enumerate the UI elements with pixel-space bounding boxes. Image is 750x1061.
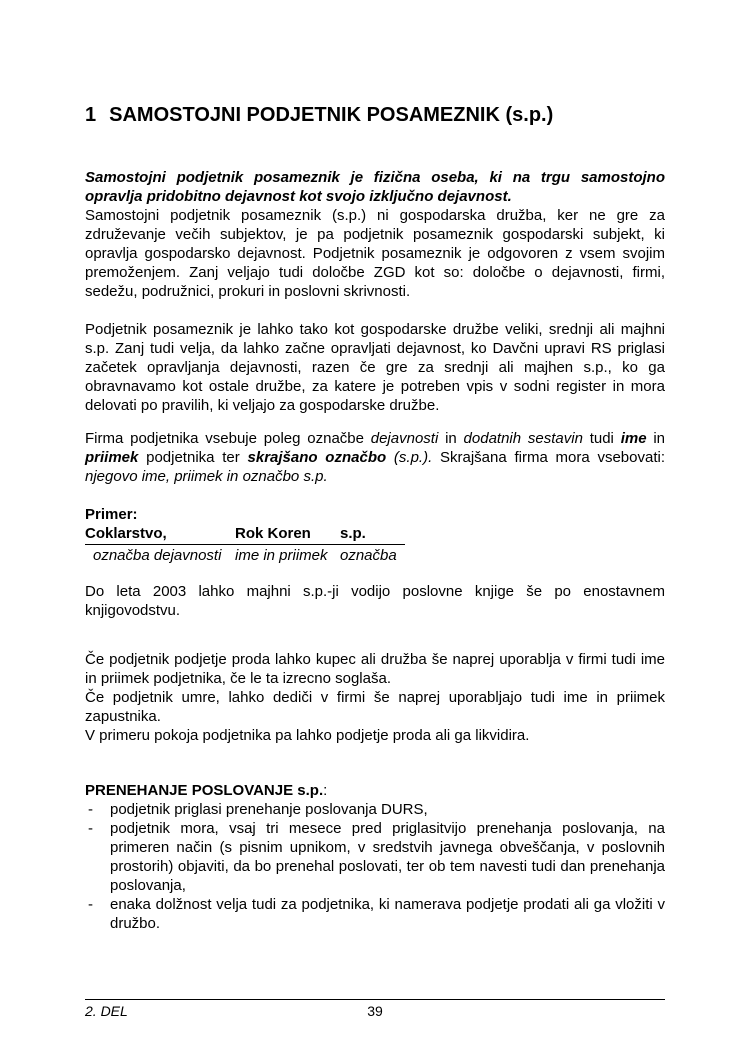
example-abbrev-label: označba bbox=[340, 547, 397, 564]
firm-run-1: Firma podjetnika vsebuje poleg označbe bbox=[85, 430, 371, 447]
example-activity-label: označba dejavnosti bbox=[93, 547, 222, 564]
termination-list bbox=[85, 800, 665, 933]
example-activity-value: Coklarstvo, bbox=[85, 525, 167, 542]
firm-run-4: dodatnih sestavin bbox=[463, 430, 583, 447]
firm-run-8: priimek bbox=[85, 449, 139, 466]
list-item bbox=[85, 819, 665, 895]
list-item-text: podjetnik mora, vsaj tri mesece pred priglasitvijo prenehanja poslovanja, na primeren način (s pisnim upnikom, v sredstvih javnega obveščanja, v poslovnih prostorih) objaviti, da bo prenehal poslovati, ter ob tem navesti tudi dan prenehanja poslovanja, bbox=[110, 820, 665, 894]
chapter-heading bbox=[85, 0, 665, 128]
chapter-title: SAMOSTOJNI PODJETNIK POSAMEZNIK (s.p.) bbox=[109, 104, 554, 126]
firm-run-13: njegovo ime, priimek in označbo s.p. bbox=[85, 468, 328, 485]
example-name-label: ime in priimek bbox=[235, 547, 328, 564]
example-label: Primer: bbox=[85, 506, 138, 523]
page-footer bbox=[85, 999, 665, 1020]
firm-run-3: in bbox=[438, 430, 464, 447]
example-values-row bbox=[85, 524, 405, 545]
section-heading bbox=[85, 781, 665, 800]
paragraph-size: Podjetnik posameznik je lahko tako kot gospodarske družbe veliki, srednji ali majhni s.p. Zanj tudi velja, da lahko začne opravljati dejavnost, ko Davčni upravi RS priglasi začetek opravljanja dejavnosti, razen če gre za srednji ali majhen s.p., ko ga obravnavamo kot ostale družbe, za katere je potreben vpis v sodni register in mora delovati po pravilih, ki veljajo za gospodarske družbe. bbox=[85, 321, 665, 414]
paragraph-sale-3: V primeru pokoja podjetnika pa lahko podjetje proda ali ga likvidira. bbox=[85, 727, 530, 744]
paragraph-definition: Samostojni podjetnik posameznik (s.p.) ni gospodarska družba, ker ne gre za združevanje večih subjektov, je pa podjetnik posameznik gospodarski subjekt, ki opravlja gospodarsko dejavnost. Podjetnik posameznik je odgovoren z vsem svojim premoženjem. Zanj veljajo tudi določbe ZGD kot so: določbe o dejavnosti, firmi, sedežu, podružnici, prokuri in poslovni skrivnosti. bbox=[85, 207, 665, 300]
footer-page-number: 39 bbox=[367, 1003, 383, 1019]
list-item bbox=[85, 800, 665, 819]
firm-run-11: (s.p.). bbox=[386, 449, 433, 466]
paragraph-books: Do leta 2003 lahko majhni s.p.-ji vodijo poslovne knjige še po enostavnem knjigovodstvu. bbox=[85, 583, 665, 619]
firm-run-9: podjetnika ter bbox=[138, 449, 248, 466]
example-name-value: Rok Koren bbox=[235, 525, 311, 542]
chapter-number: 1 bbox=[85, 104, 97, 126]
example-table bbox=[85, 524, 405, 565]
section-heading-bold: PRENEHANJE POSLOVANJE s.p. bbox=[85, 782, 324, 799]
paragraph-sale-1: Če podjetnik podjetje proda lahko kupec ali družba še naprej uporablja v firmi tudi ime in priimek podjetnika, če le ta izrecno soglaša. bbox=[85, 651, 665, 687]
dash-bullet: - bbox=[88, 801, 93, 818]
example-abbrev-value: s.p. bbox=[340, 525, 366, 542]
firm-run-5: tudi bbox=[582, 430, 621, 447]
paragraph-sale-2: Če podjetnik umre, lahko dediči v firmi še naprej uporabljajo tudi ime in priimek zapustnika. bbox=[85, 689, 665, 725]
firm-run-12: Skrajšana firma mora vsebovati: bbox=[432, 449, 665, 466]
paragraph-sale-block bbox=[85, 650, 665, 745]
list-item-text: enaka dolžnost velja tudi za podjetnika, ki namerava podjetje prodati ali ga vložiti v družbo. bbox=[110, 896, 665, 932]
dash-bullet: - bbox=[88, 896, 93, 913]
footer-section-label: 2. DEL bbox=[85, 1003, 128, 1019]
firm-run-6: ime bbox=[620, 430, 647, 447]
list-item bbox=[85, 895, 665, 933]
section-heading-colon: : bbox=[323, 782, 328, 799]
example-labels-row bbox=[85, 545, 405, 565]
list-item-text: podjetnik priglasi prenehanje poslovanja DURS, bbox=[110, 801, 428, 818]
example-block bbox=[85, 505, 665, 565]
dash-bullet: - bbox=[88, 820, 93, 837]
document-content bbox=[85, 0, 665, 933]
firm-run-7: in bbox=[646, 430, 666, 447]
footer-inner bbox=[85, 1000, 665, 1020]
firm-run-2: dejavnosti bbox=[370, 430, 439, 447]
firm-run-10: skrajšano označbo bbox=[247, 449, 387, 466]
paragraph-firm bbox=[85, 429, 665, 486]
lead-paragraph: Samostojni podjetnik posameznik je fizična oseba, ki na trgu samostojno opravlja pridobitno dejavnost kot svojo izključno dejavnost. bbox=[85, 169, 665, 205]
